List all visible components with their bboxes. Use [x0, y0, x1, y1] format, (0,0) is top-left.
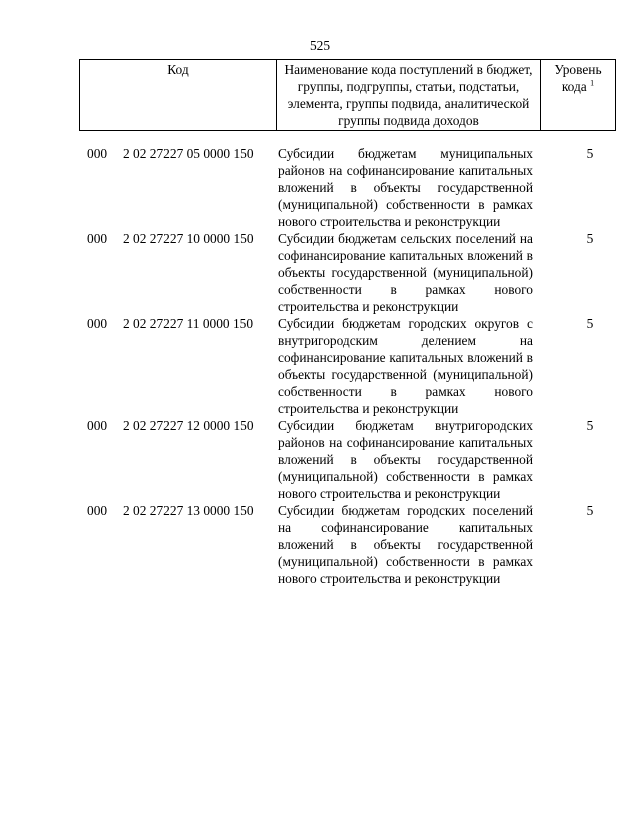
header-level-footnote: 1 [590, 78, 595, 88]
row-name: Субсидии бюджетам муниципальных районов на софинансирование капитальных вложений в объекты государственной (муниципальной) собственности в рамках нового строительства и реконструкции [278, 146, 533, 229]
row-name: Субсидии бюджетам внутригородских районов на софинансирование капитальных вложений в объекты государственной (муниципальной) собственности в рамках нового строительства и реконструкции [278, 418, 533, 501]
row-level: 5 [586, 231, 594, 246]
row-name: Субсидии бюджетам городских поселений на софинансирование капитальных вложений в объекты государственной (муниципальной) собственности в рамках нового строительства и реконструкции [278, 503, 533, 586]
page-number: 525 [309, 38, 331, 53]
header-level-label: Уровень кода [554, 62, 602, 94]
row-level: 5 [586, 418, 594, 433]
row-level: 5 [586, 146, 594, 161]
header-name: Наименование кода поступлений в бюджет, группы, подгруппы, статьи, подстатьи, элемента, группы подвида, аналитической группы подвида доходов [277, 60, 541, 131]
row-name: Субсидии бюджетам городских округов с внутригородским делением на софинансирование капитальных вложений в объекты государственной (муниципальной) собственности в рамках нового строительства и реконструкции [278, 316, 533, 416]
row-code: 2 02 27227 12 0000 150 [123, 418, 254, 433]
table-row [79, 417, 615, 502]
header-code: Код [80, 60, 277, 131]
row-level: 5 [586, 316, 594, 331]
row-level: 5 [586, 503, 594, 518]
row-prefix: 000 [87, 231, 108, 246]
row-code: 2 02 27227 05 0000 150 [123, 146, 254, 161]
row-code: 2 02 27227 10 0000 150 [123, 231, 254, 246]
header-level [541, 60, 616, 131]
row-prefix: 000 [87, 316, 108, 331]
row-prefix: 000 [87, 418, 108, 433]
table-row [79, 230, 615, 315]
table-row [79, 502, 615, 587]
row-prefix: 000 [87, 503, 108, 518]
table-header [79, 59, 616, 131]
row-code: 2 02 27227 11 0000 150 [123, 316, 254, 331]
table-body [79, 145, 615, 587]
row-name: Субсидии бюджетам сельских поселений на софинансирование капитальных вложений в объекты государственной (муниципальной) собственности в рамках нового строительства и реконструкции [278, 231, 533, 314]
table-row [79, 315, 615, 417]
table-row [79, 145, 615, 230]
row-code: 2 02 27227 13 0000 150 [123, 503, 254, 518]
row-prefix: 000 [87, 146, 108, 161]
